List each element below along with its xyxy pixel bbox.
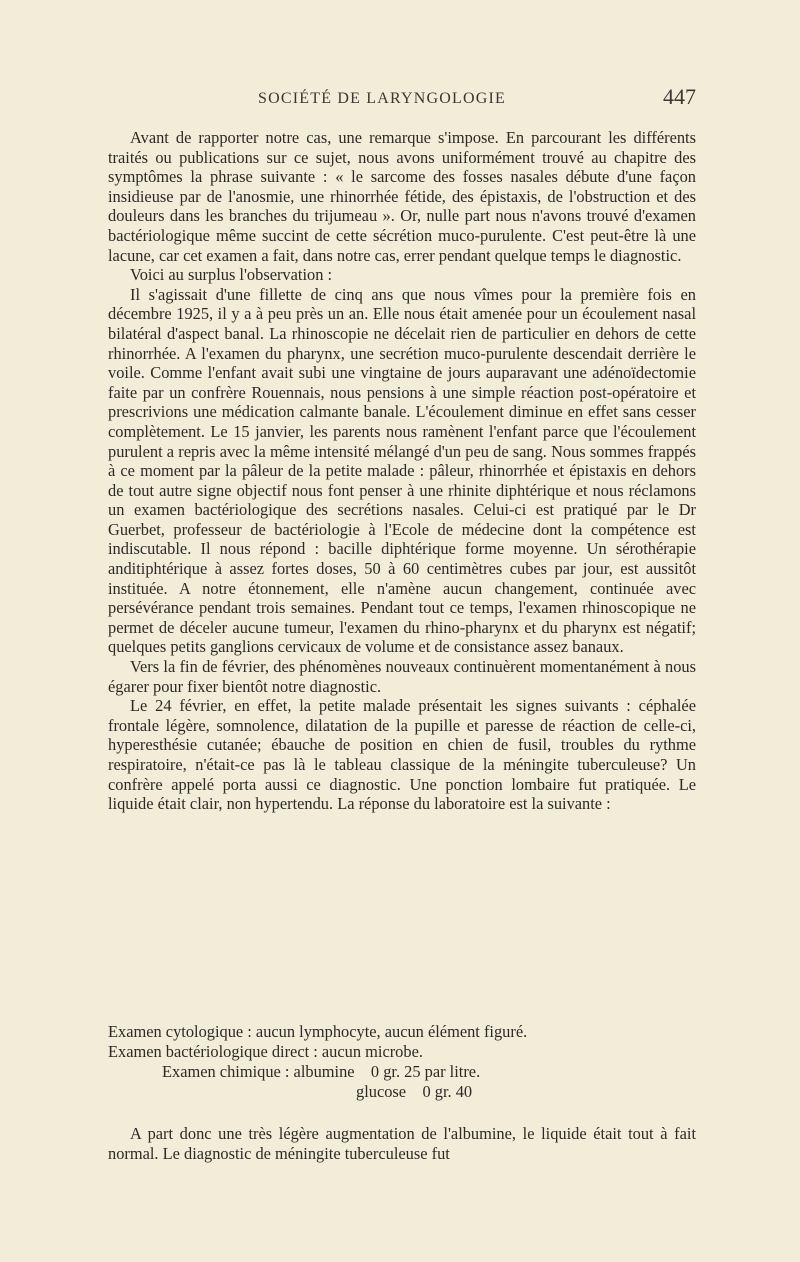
result-bacteriology: Examen bactériologique direct : aucun microbe. [108, 1042, 423, 1061]
paragraph-closing: A part donc une très légère augmentation de l'albumine, le liquide était tout à fait normal. Le diagnostic de méningite tuberculeuse fut [108, 1124, 696, 1163]
page-number: 447 [663, 84, 696, 109]
paragraph-february: Vers la fin de février, des phénomènes nouveaux continuèrent momentanément à nous égarer pour fixer bientôt notre diagnostic. [108, 657, 696, 696]
body-text [108, 128, 696, 814]
lab-results [108, 1022, 696, 1102]
paragraph-case-history: Il s'agissait d'une fillette de cinq ans que nous vîmes pour la première fois en décembre 1925, il y a à peu près un an. Elle nous était amenée pour un écoulement nasal bilatéral d'aspect banal. La rhinoscopie ne décelait rien de particulier en dehors de cette rhinorrhée. A l'examen du pharynx, une secrétion muco-purulente descendait derrière le voile. Comme l'enfant avait subi une vingtaine de jours auparavant une adénoïdectomie faite par un confrère Rouennais, nous pensions à une simple réaction post-opératoire et prescrivions une médication calmante banale. L'écoulement diminue en effet sans cesser complètement. Le 15 janvier, les parents nous ramènent l'enfant parce que l'écoulement purulent a repris avec la même intensité mélangé d'un peu de sang. Nous sommes frappés à ce moment par la pâleur de la petite malade : pâleur, rhinorrhée et épistaxis en dehors de tout autre signe objectif nous font penser à une rhinite diphtérique et nous réclamons un examen bactériologique des secrétions nasales. Celui-ci est pratiqué par le Dr Guerbet, professeur de bactériologie à l'Ecole de médecine dont la compétence est indiscutable. Il nous répond : bacille diphtérique forme moyenne. Un sérothérapie anditiphtérique à assez fortes doses, 50 à 60 centimètres cubes par jour, est aussitôt instituée. A notre étonnement, elle n'amène aucun changement, continuée avec persévérance pendant trois semaines. Pendant tout ce temps, l'examen rhinoscopique ne permet de déceler aucune tumeur, l'examen du rhino-pharynx et du pharynx est négatif; quelques petits ganglions cervicaux de volume et de consistance assez banaux. [108, 284, 696, 657]
result-glucose: glucose 0 gr. 40 [356, 1082, 473, 1101]
paragraph-symptoms: Le 24 février, en effet, la petite malade présentait les signes suivants : céphalée frontale légère, somnolence, dilatation de la pupille et paresse de réaction de celle-ci, hyperesthésie cutanée; ébauche de position en chien de fusil, troubles du rythme respiratoire, n'était-ce pas là le tableau classique de la méningite tuberculeuse? Un confrère appelé porta aussi ce diagnostic. Une ponction lombaire fut pratiquée. Le liquide était clair, non hypertendu. La réponse du laboratoire est la suivante : [108, 696, 696, 814]
closing-text [108, 1124, 696, 1164]
result-chemistry: Examen chimique : albumine 0 gr. 25 par litre. [162, 1062, 481, 1081]
result-cytology: Examen cytologique : aucun lymphocyte, aucun élément figuré. [108, 1022, 528, 1041]
running-head [108, 86, 696, 116]
paragraph-intro: Avant de rapporter notre cas, une remarque s'impose. En parcourant les différents traités ou publications sur ce sujet, nous avons uniformément trouvé au chapitre des symptômes la phrase suivante : « le sarcome des fosses nasales débute d'une façon insidieuse par de l'anosmie, une rhinorrhée fétide, des épistaxis, de l'obstruction et des douleurs dans les branches du trijumeau ». Or, nulle part nous n'avons trouvé d'examen bactériologique même succint de cette sécrétion muco-purulente. C'est peut-être là une lacune, car cet examen a fait, dans notre cas, errer pendant quelque temps le diagnostic. [108, 128, 696, 265]
paragraph-observation-lead: Voici au surplus l'observation : [130, 265, 333, 285]
running-head-title: SOCIÉTÉ DE LARYNGOLOGIE [258, 90, 507, 107]
